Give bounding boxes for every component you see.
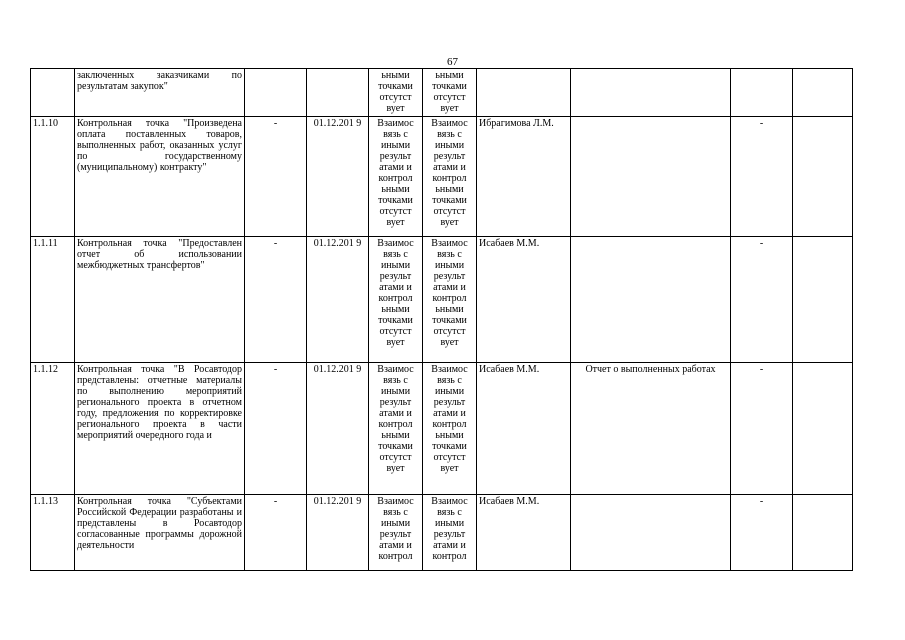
cell-result: Отчет о выполненных работах xyxy=(571,363,731,495)
cell-start: - xyxy=(245,117,307,237)
cell-number xyxy=(31,69,75,117)
cell-mark: - xyxy=(731,237,793,363)
cell-relation-a: Взаимос вязь с иными результ атами и контрол ьными точками отсутст вует xyxy=(369,237,423,363)
table-row xyxy=(31,117,853,237)
cell-start xyxy=(245,69,307,117)
cell-relation-b: Взаимос вязь с иными результ атами и контрол xyxy=(423,495,477,571)
cell-result xyxy=(571,117,731,237)
cell-responsible: Исабаев М.М. xyxy=(477,495,571,571)
cell-relation-b: Взаимос вязь с иными результ атами и контрол ьными точками отсутст вует xyxy=(423,237,477,363)
cell-date: 01.12.201 9 xyxy=(307,117,369,237)
cell-start: - xyxy=(245,237,307,363)
cell-name: заключенных заказчиками по результатам закупок" xyxy=(75,69,245,117)
cell-result xyxy=(571,495,731,571)
cell-relation-b: Взаимос вязь с иными результ атами и контрол ьными точками отсутст вует xyxy=(423,363,477,495)
cell-mark: - xyxy=(731,495,793,571)
cell-responsible xyxy=(477,69,571,117)
cell-number: 1.1.10 xyxy=(31,117,75,237)
cell-responsible: Ибрагимова Л.М. xyxy=(477,117,571,237)
page-number: 67 xyxy=(447,56,458,68)
cell-date: 01.12.201 9 xyxy=(307,237,369,363)
cell-relation-a: Взаимос вязь с иными результ атами и контрол ьными точками отсутст вует xyxy=(369,117,423,237)
cell-mark: - xyxy=(731,117,793,237)
cell-number: 1.1.12 xyxy=(31,363,75,495)
cell-result xyxy=(571,69,731,117)
table-row-continuation xyxy=(31,69,853,117)
table-row xyxy=(31,237,853,363)
cell-start: - xyxy=(245,495,307,571)
table-row xyxy=(31,495,853,571)
cell-name: Контрольная точка "Субъектами Российской Федерации разработаны и представлены в Росавтодор согласованные программы дорожной деятельности xyxy=(75,495,245,571)
cell-relation-a: Взаимос вязь с иными результ атами и контрол xyxy=(369,495,423,571)
cell-name: Контрольная точка "В Росавтодор представлены: отчетные материалы по выполнению мероприятий регионального проекта в отчетном году, предложения по корректировке регионального проекта в части мероприятий очередного года и xyxy=(75,363,245,495)
cell-note xyxy=(793,69,853,117)
cell-mark: - xyxy=(731,363,793,495)
table-row xyxy=(31,363,853,495)
control-points-table xyxy=(30,68,853,571)
cell-relation-b: Взаимос вязь с иными результ атами и контрол ьными точками отсутст вует xyxy=(423,117,477,237)
cell-date: 01.12.201 9 xyxy=(307,495,369,571)
cell-date xyxy=(307,69,369,117)
cell-result xyxy=(571,237,731,363)
cell-relation-b: ьными точками отсутст вует xyxy=(423,69,477,117)
cell-start: - xyxy=(245,363,307,495)
cell-responsible: Исабаев М.М. xyxy=(477,237,571,363)
cell-note xyxy=(793,495,853,571)
cell-number: 1.1.11 xyxy=(31,237,75,363)
cell-name: Контрольная точка "Произведена оплата поставленных товаров, выполненных работ, оказанных услуг по государственному (муниципальному) контракту" xyxy=(75,117,245,237)
cell-name: Контрольная точка "Предоставлен отчет об использовании межбюджетных трансфертов" xyxy=(75,237,245,363)
cell-relation-a: ьными точками отсутст вует xyxy=(369,69,423,117)
cell-note xyxy=(793,117,853,237)
cell-number: 1.1.13 xyxy=(31,495,75,571)
cell-note xyxy=(793,237,853,363)
cell-note xyxy=(793,363,853,495)
cell-mark xyxy=(731,69,793,117)
cell-date: 01.12.201 9 xyxy=(307,363,369,495)
cell-responsible: Исабаев М.М. xyxy=(477,363,571,495)
cell-relation-a: Взаимос вязь с иными результ атами и контрол ьными точками отсутст вует xyxy=(369,363,423,495)
